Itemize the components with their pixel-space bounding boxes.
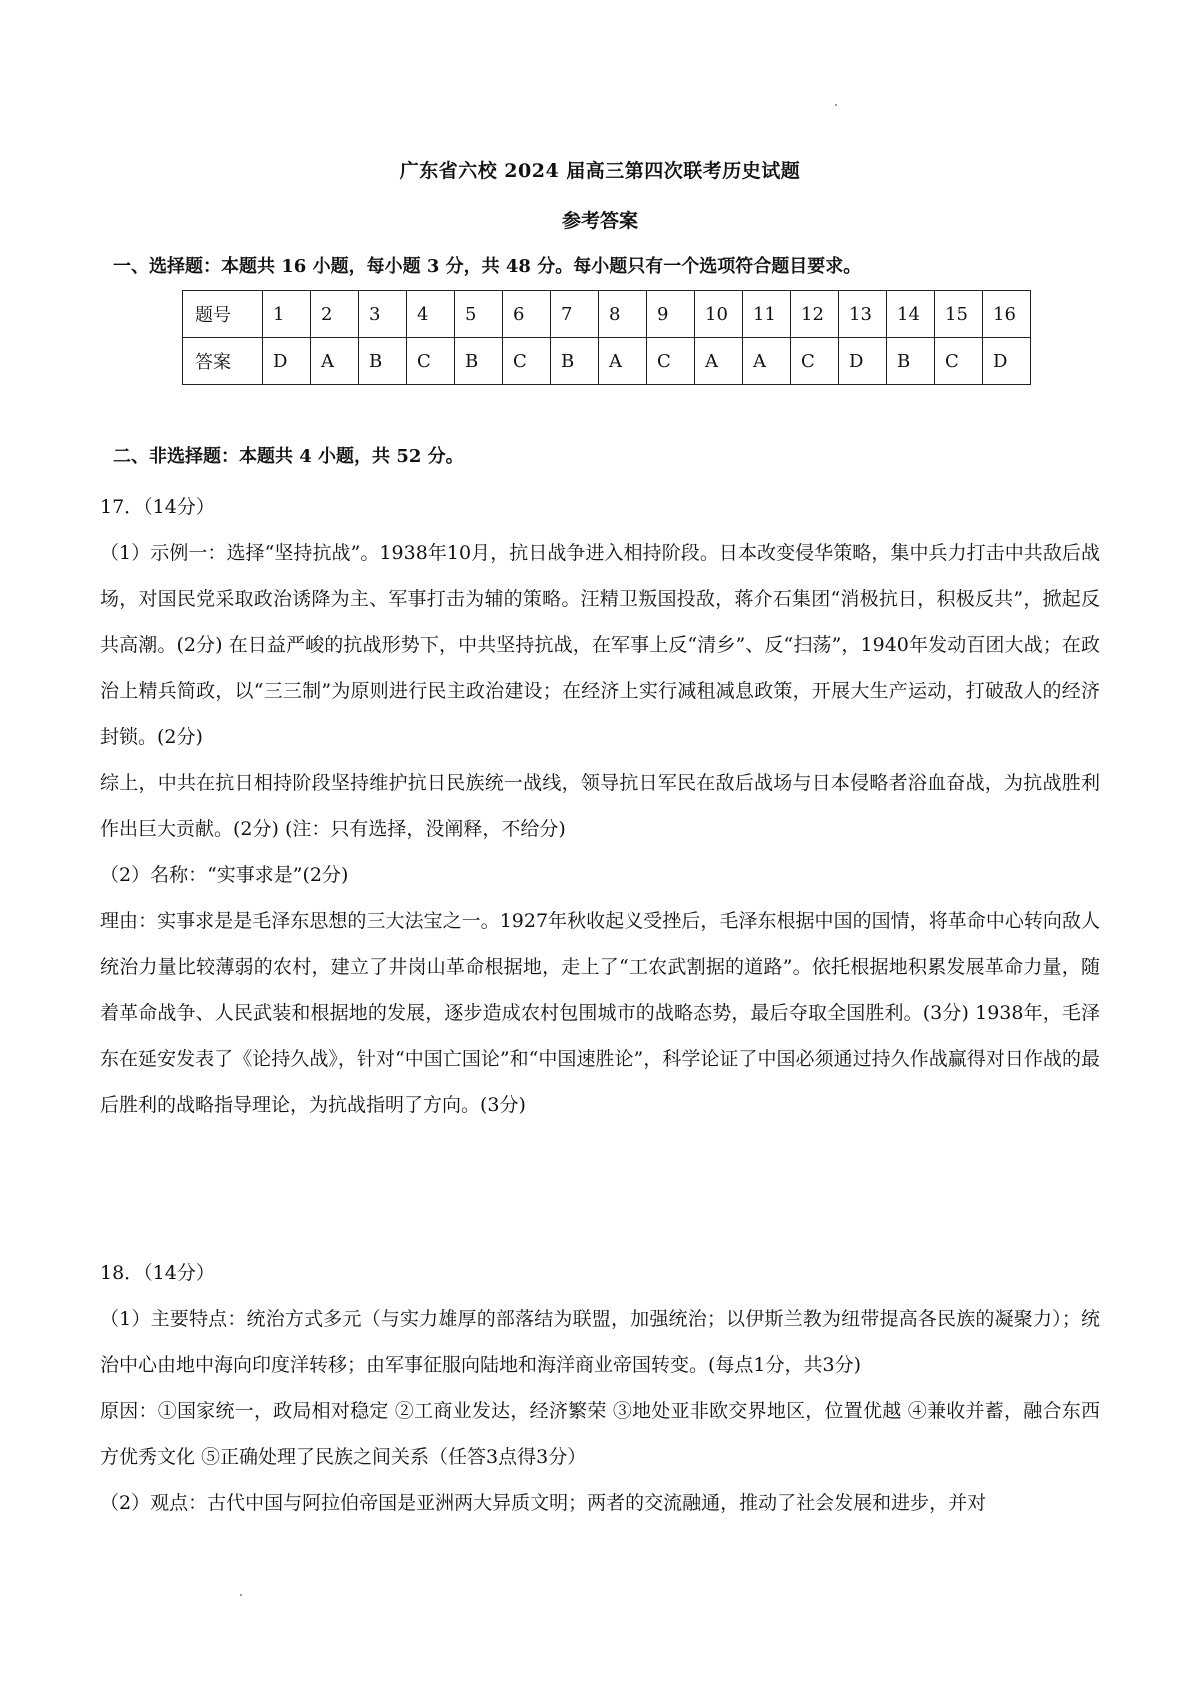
question-18 xyxy=(100,1250,1100,1526)
question-number: 8 xyxy=(599,291,647,338)
table-row-numbers xyxy=(183,291,1031,338)
question-number: 10 xyxy=(695,291,743,338)
question-number: 7 xyxy=(551,291,599,338)
question-number: 2 xyxy=(311,291,359,338)
answer-cell: D xyxy=(983,338,1031,385)
answer-cell: B xyxy=(887,338,935,385)
scan-speck xyxy=(835,104,837,106)
answer-cell: D xyxy=(263,338,311,385)
answer-paragraph: 原因：①国家统一，政局相对稳定 ②工商业发达，经济繁荣 ③地处亚非欧交界地区，位置优越 ④兼收并蓄，融合东西方优秀文化 ⑤正确处理了民族之间关系（任答3点得3分） xyxy=(100,1400,1100,1468)
answer-cell: B xyxy=(455,338,503,385)
question-number: 3 xyxy=(359,291,407,338)
question-number: 15 xyxy=(935,291,983,338)
answer-cell: B xyxy=(359,338,407,385)
section-heading-nonchoice: 二、非选择题：本题共 4 小题，共 52 分。 xyxy=(113,446,464,467)
question-number: 12 xyxy=(791,291,839,338)
page-title: 广东省六校 2024 届高三第四次联考历史试题 xyxy=(399,160,801,182)
question-number: 4 xyxy=(407,291,455,338)
question-number: 13 xyxy=(839,291,887,338)
row-label-number: 题号 xyxy=(183,291,263,338)
question-number: 14 xyxy=(887,291,935,338)
scan-speck xyxy=(240,1594,242,1596)
answer-paragraph: （1）主要特点：统治方式多元（与实力雄厚的部落结为联盟，加强统治；以伊斯兰教为纽带提高各民族的凝聚力）；统治中心由地中海向印度洋转移；由军事征服向陆地和海洋商业帝国转变。(每点1分，共3分) xyxy=(100,1308,1100,1376)
answer-cell: D xyxy=(839,338,887,385)
answer-paragraph: 综上，中共在抗日相持阶段坚持维护抗日民族统一战线，领导抗日军民在敌后战场与日本侵略者浴血奋战，为抗战胜利作出巨大贡献。(2分) (注：只有选择，没阐释，不给分) xyxy=(100,772,1100,840)
question-number: 5 xyxy=(455,291,503,338)
row-label-answer: 答案 xyxy=(183,338,263,385)
answer-cell: C xyxy=(935,338,983,385)
table-row-answers xyxy=(183,338,1031,385)
question-label: 17．（14分） xyxy=(100,496,215,518)
answer-cell: B xyxy=(551,338,599,385)
answer-cell: A xyxy=(695,338,743,385)
answer-table xyxy=(182,290,1031,385)
section-heading-choice: 一、选择题：本题共 16 小题，每小题 3 分，共 48 分。每小题只有一个选项符合题目要求。 xyxy=(113,256,862,277)
question-number: 9 xyxy=(647,291,695,338)
question-number: 11 xyxy=(743,291,791,338)
answer-paragraph: 理由：实事求是是毛泽东思想的三大法宝之一。1927年秋收起义受挫后，毛泽东根据中国的国情，将革命中心转向敌人统治力量比较薄弱的农村，建立了井岗山革命根据地，走上了“工农武割据的道路”。依托根据地积累发展革命力量，随着革命战争、人民武装和根据地的发展，逐步造成农村包围城市的战略态势，最后夺取全国胜利。(3分) 1938年，毛泽东在延安发表了《论持久战》，针对“中国亡国论”和“中国速胜论”，科学论证了中国必须通过持久作战赢得对日作战的最后胜利的战略指导理论，为抗战指明了方向。(3分) xyxy=(100,910,1100,1116)
question-number: 1 xyxy=(263,291,311,338)
answer-cell: C xyxy=(647,338,695,385)
question-label: 18．（14分） xyxy=(100,1262,215,1284)
answer-cell: C xyxy=(791,338,839,385)
question-number: 16 xyxy=(983,291,1031,338)
answer-cell: A xyxy=(743,338,791,385)
answer-cell: C xyxy=(407,338,455,385)
answer-paragraph: （2）观点：古代中国与阿拉伯帝国是亚洲两大异质文明；两者的交流融通，推动了社会发展和进步，并对 xyxy=(100,1492,987,1514)
answer-cell: C xyxy=(503,338,551,385)
page-subtitle: 参考答案 xyxy=(561,210,638,232)
answer-paragraph: （2）名称：“实事求是”(2分) xyxy=(100,864,349,886)
answer-cell: A xyxy=(599,338,647,385)
question-17 xyxy=(100,484,1100,1128)
question-number: 6 xyxy=(503,291,551,338)
answer-cell: A xyxy=(311,338,359,385)
answer-paragraph: （1）示例一：选择“坚持抗战”。1938年10月，抗日战争进入相持阶段。日本改变侵华策略，集中兵力打击中共敌后战场，对国民党采取政治诱降为主、军事打击为辅的策略。汪精卫叛国投敌，蒋介石集团“消极抗日，积极反共”，掀起反共高潮。(2分) 在日益严峻的抗战形势下，中共坚持抗战，在军事上反“清乡”、反“扫荡”，1940年发动百团大战；在政治上精兵简政，以“三三制”为原则进行民主政治建设；在经济上实行减租减息政策，开展大生产运动，打破敌人的经济封锁。(2分) xyxy=(100,542,1100,748)
